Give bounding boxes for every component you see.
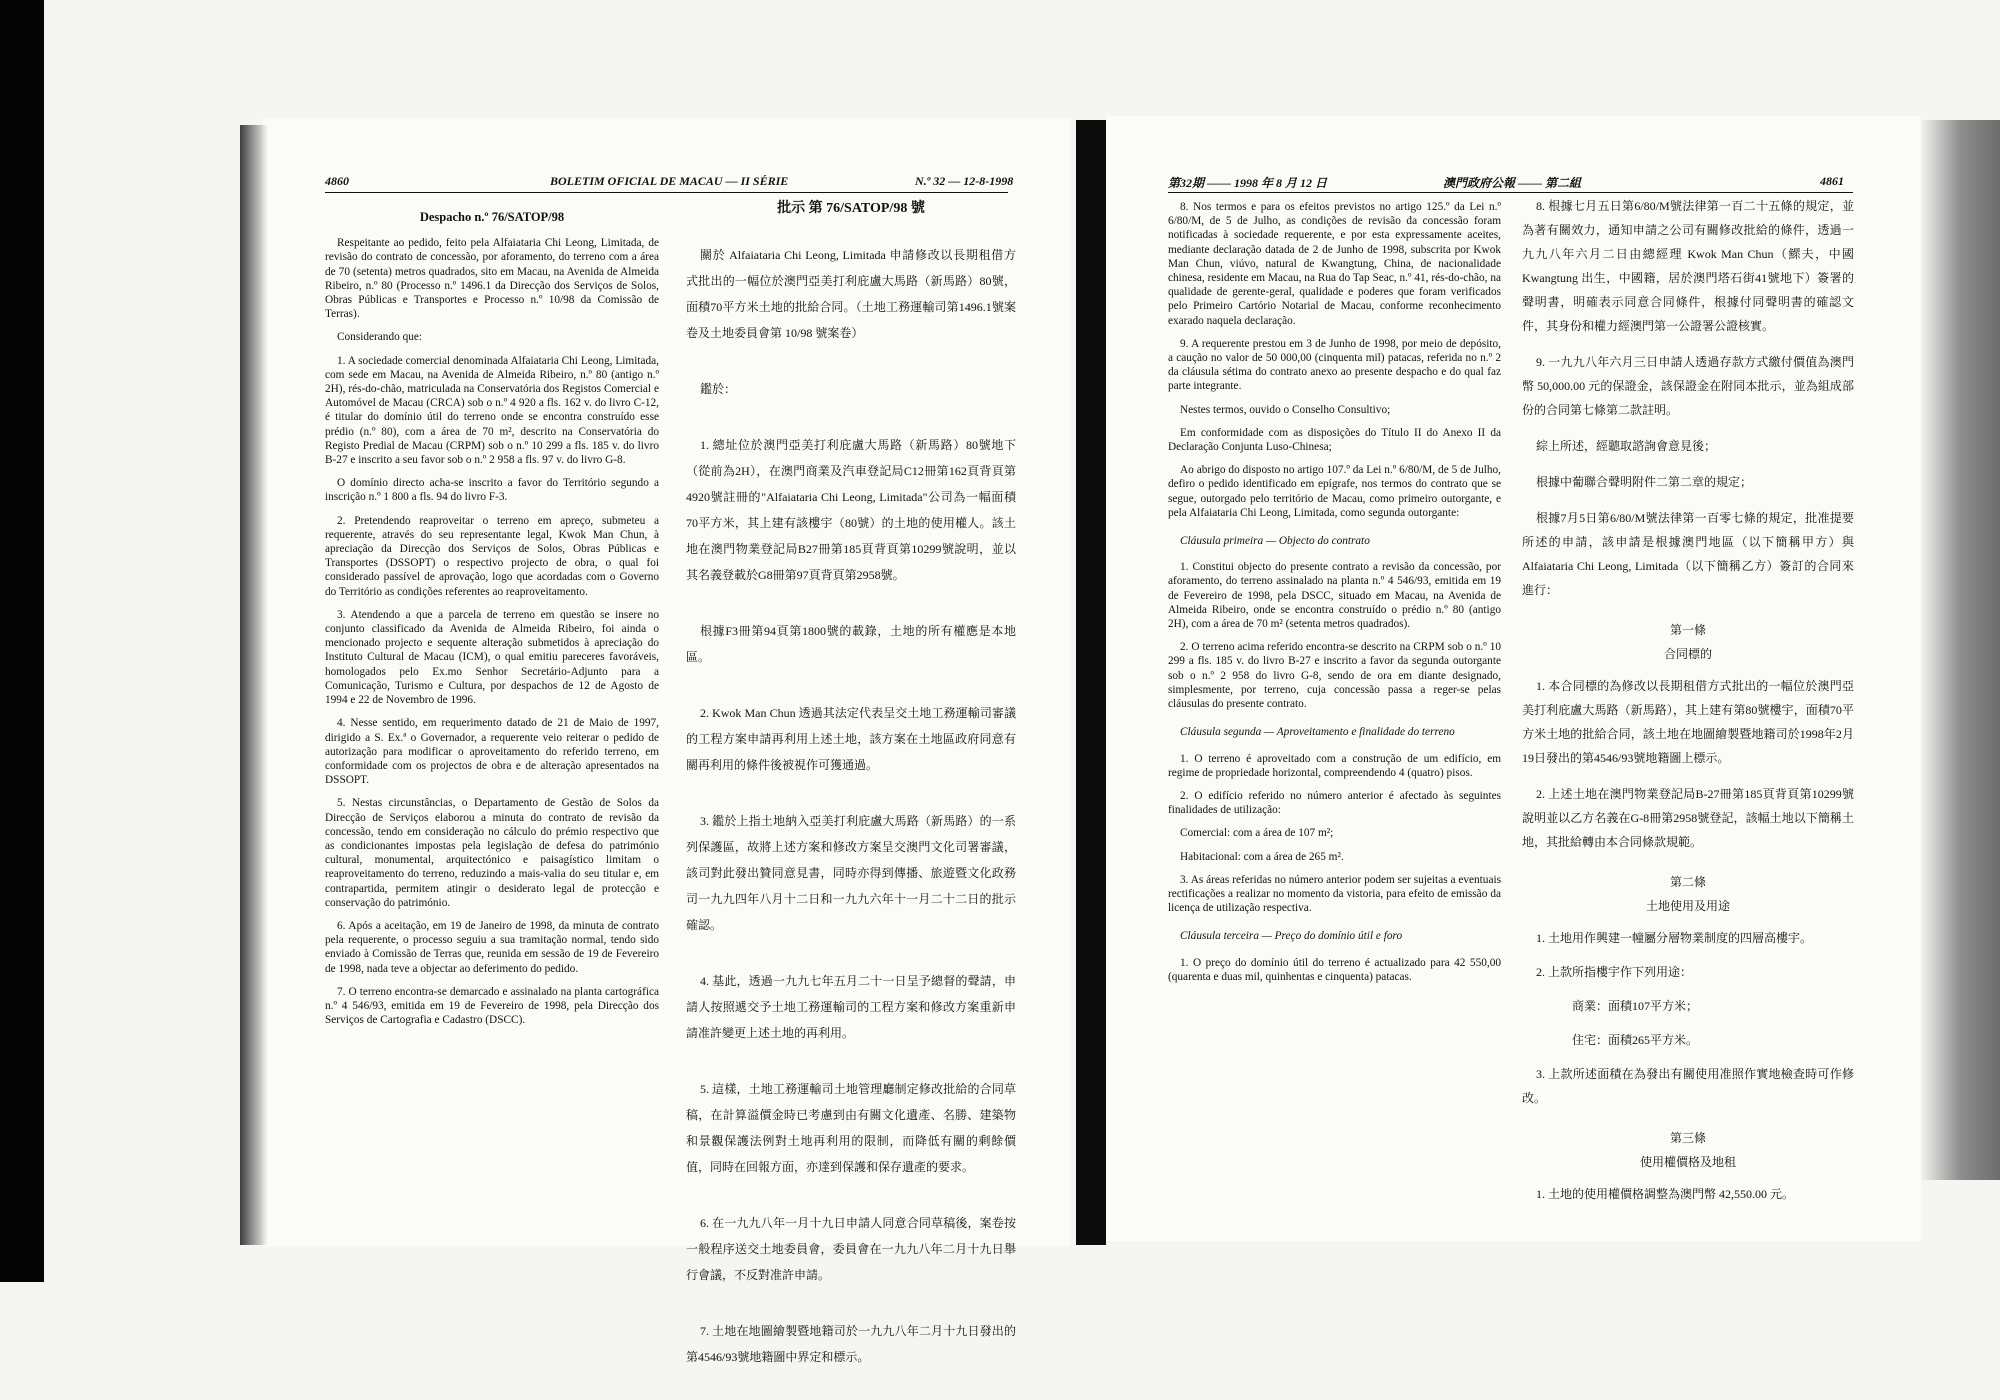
paragraph: Nestes termos, ouvido o Conselho Consultivo; <box>1180 403 1391 416</box>
paragraph: 5. Nestas circunstâncias, o Departamento de Gestão de Solos da Direcção de Serviços elaborou a minuta do contrato de revisão da concessão, tendo em consideração no cálculo do prémio respectivo que as condicionantes impostas pela legislação de defesa do património cultural, monumental, arquitectónico e paisagístico limitam o reaproveitamento do terreno, reduzindo a mais-valia do seu titular e, em contrapartida, permitem atingir o desiderato legal de protecção e conservação do património. <box>325 797 659 909</box>
paragraph: 2. Kwok Man Chun 透過其法定代表呈交土地工務運輸司審議的工程方案申請再利用上述土地，該方案在土地區政府同意有關再利用的條件後被視作可獲通過。 <box>686 706 1016 772</box>
paragraph: Habitacional: com a área de 265 m². <box>1180 850 1344 863</box>
scan-border <box>0 0 44 1282</box>
publication-title: 澳門政府公報 —— 第二組 <box>1443 176 1582 190</box>
paragraph: 8. 根據七月五日第6/80/M號法律第一百二十五條的規定，並為著有關效力，通知申請之公司有關修改批給的條件，透過一九九八年六月二日由總經理 Kwok Man Chun（鰥夫，中國 Kwangtung 出生，中國籍，居於澳門塔石街41號地下）簽署的聲明書，明確表示同意合同條件，根據付同聲明書的確認文件，其身份和權力經澳門第一公證署公證核實。 <box>1522 199 1854 333</box>
paragraph: 根據7月5日第6/80/M號法律第一百零七條的規定，批准提要所述的申請，該申請是根據澳門地區（以下簡稱甲方）與 Alfaiataria Chi Leong, Limitada（以下簡稱乙方）簽訂的合同來進行： <box>1522 511 1854 597</box>
paragraph: 商業：面積107平方米； <box>1572 999 1699 1013</box>
article-heading: 第三條 <box>1669 1131 1706 1145</box>
left-zh-column <box>686 196 1016 1400</box>
paragraph: 1. 本合同標的為修改以長期租借方式批出的一幅位於澳門亞美打利庇盧大馬路（新馬路），其上建有第80號樓宇，面積70平方米土地的批給合同，該土地在地圖繪製暨地籍司於1998年2月19日發出的第4546/93號地籍圖上標示。 <box>1522 679 1854 765</box>
paragraph: 1. 總址位於澳門亞美打利庇盧大馬路（新馬路）80號地下（從前為2H），在澳門商業及汽車登記局C12冊第162頁背頁第4920號註冊的"Alfaiataria Chi Leong, Limitada"公司為一幅面積70平方米，其上建有該樓宇（80號）的土地的使用權人。該土地在澳門物業登記局B27冊第185頁背頁第10299號說明，並以其名義登載於G8冊第97頁背頁第2958號。 <box>686 438 1016 582</box>
paragraph: Respeitante ao pedido, feito pela Alfaiataria Chi Leong, Limitada, de revisão do contrato de concessão, por aforamento, do terreno com a área de 70 (setenta) metros quadrados, sito em Macau, na Avenida de Almeida Ribeiro, n.º 80 (Processo n.º 1496.1 da Direcção dos Serviços de Solos, Obras Públicas e Transportes e Processo n.º 10/98 da Comissão de Terras). <box>325 237 659 321</box>
paragraph: 關於 Alfaiataria Chi Leong, Limitada 申請修改以長期租借方式批出的一幅位於澳門亞美打利庇盧大馬路（新馬路）80號，面積70平方米土地的批給合同。（土地工務運輸司第1496.1號案卷及土地委員會第 10/98 號案卷） <box>686 248 1016 340</box>
paragraph: 3. As áreas referidas no número anterior podem ser sujeitas a eventuais rectificações a realizar no momento da vistoria, para efeito de emissão da licença de utilização respectiva. <box>1168 873 1501 915</box>
paragraph: 1. 土地的使用權價格調整為澳門幣 42,550.00 元。 <box>1536 1187 1795 1201</box>
paragraph: 7. O terreno encontra-se demarcado e assinalado na planta cartográfica n.º 4 546/93, emitida em 19 de Fevereiro de 1998, pela Direcção dos Serviços de Cartografia e Cadastro (DSCC). <box>325 985 659 1027</box>
despacho-title: Despacho n.º 76/SATOP/98 <box>419 210 565 224</box>
paragraph: 3. 上款所述面積在為發出有關使用准照作實地檢查時可作修改。 <box>1522 1067 1854 1105</box>
paragraph: 5. 這樣，土地工務運輸司土地管理廳制定修改批給的合同草稿，在計算溢價金時已考慮到由有關文化遺產、名勝、建築物和景觀保護法例對土地再利用的限制，而降低有關的剩餘價值，同時在回報方面，亦達到保護和保存遺產的要求。 <box>686 1082 1016 1174</box>
book-spine <box>1076 120 1106 1245</box>
paragraph: 住宅：面積265平方米。 <box>1572 1033 1699 1047</box>
paragraph: Em conformidade com as disposições do Título II do Anexo II da Declaração Conjunta Luso-Chinesa; <box>1168 426 1501 454</box>
paragraph: 2. 上述土地在澳門物業登記局B-27冊第185頁背頁第10299號說明並以乙方名義在G-8冊第2958號登記，該幅土地以下簡稱土地，其批給轉由本合同條款規範。 <box>1522 787 1854 849</box>
paragraph: 2. 上款所指樓宇作下列用途： <box>1536 965 1693 979</box>
paragraph: 9. A requerente prestou em 3 de Junho de 1998, por meio de depósito, a caução no valor de 50 000,00 (cinquenta mil) patacas, referida no n.º 2 da cláusula sétima do contrato anexo ao presente despacho e do qual faz parte integrante. <box>1168 337 1501 393</box>
paragraph: 3. Atendendo a que a parcela de terreno em questão se insere no conjunto classificado da Avenida de Almeida Ribeiro, foi ainda o mencionado projecto e sequente alteração submetidos à apreciação do Instituto Cultural de Macau (ICM), o qual emitiu pareceres favoráveis, homologados pelo Ex.mo Senhor Secretário-Adjunto para a Comunicação, Turismo e Cultura, por despachos de 12 de Agosto de 1994 e 22 de Novembro de 1996. <box>325 608 659 707</box>
paragraph: 2. Pretendendo reaproveitar o terreno em apreço, submeteu a requerente, através do seu representante legal, Kwok Man Chun, à apreciação da Direcção dos Serviços de Solos, Obras Públicas e Transportes (DSSOPT) o respectivo projecto de obra, o qual foi considerado passível de aprovação, logo que acordadas com o Governo do Território as condições referentes ao reaproveitamento. <box>325 514 659 598</box>
page-number: 4860 <box>325 174 349 188</box>
page-shadow-right <box>1920 120 2000 1180</box>
publication-title: BOLETIM OFICIAL DE MACAU — II SÉRIE <box>550 174 789 188</box>
article-heading: 第二條 <box>1669 875 1706 889</box>
paragraph: 1. A sociedade comercial denominada Alfaiataria Chi Leong, Limitada, com sede em Macau, na Avenida de Almeida Ribeiro, n.º 80 (antigo n.º 2H), rés-do-chão, matriculada na Conservatória dos Registos Comercial e Automóvel de Macau (CRCA) sob o n.º 4 920 a fls. 162 v. do livro C-12, é titular do domínio útil do terreno onde se encontra construído esse prédio (n.º 80), com a área de 70 m², descrito na Conservatória do Registo Predial de Macau (CRPM) sob o n.º 10 299 a fls. 185 v. do livro B-27 e inscrito a seu favor sob o n.º 2 958 a fls. 97 v. do livro G-8. <box>325 354 659 467</box>
right-pt-column <box>1168 200 1501 993</box>
paragraph: 鑑於： <box>700 382 737 396</box>
right-zh-column <box>1522 194 1854 1236</box>
page-number: 4861 <box>1820 174 1844 188</box>
paragraph: O domínio directo acha-se inscrito a favor do Território segundo a inscrição n.º 1 800 a fls. 94 do livro F-3. <box>325 477 659 504</box>
article-heading: 第一條 <box>1669 623 1706 637</box>
despacho-title-zh: 批示 第 76/SATOP/98 號 <box>777 201 925 216</box>
clause-heading: Cláusula terceira — Preço do domínio útil e foro <box>1180 930 1403 943</box>
paragraph: 3. 鑑於上指土地納入亞美打利庇盧大馬路（新馬路）的一系列保護區，故將上述方案和修改方案呈交澳門文化司署審議，該司對此發出贊同意見書，同時亦得到傳播、旅遊暨文化政務司一九九四年八月十二日和一九九六年十一月二十二日的批示確認。 <box>686 814 1016 932</box>
paragraph: 6. 在一九九八年一月十九日申請人同意合同草稿後，案卷按一般程序送交土地委員會，委員會在一九九八年二月十九日舉行會議，不反對准許申請。 <box>686 1216 1016 1282</box>
left-page-header <box>325 172 1014 193</box>
paragraph: 2. O edifício referido no número anterior é afectado às seguintes finalidades de utilização: <box>1168 789 1501 817</box>
paragraph: Considerando que: <box>337 331 423 344</box>
paragraph: 2. O terreno acima referido encontra-se descrito na CRPM sob o n.º 10 299 a fls. 185 v. do livro B-27 e inscrito a favor da segunda outorgante sob o n.º 2 958 do livro G-8, sendo de ora em diante designado, simplesmente, por terreno, cuja concessão passa a reger-se pelas cláusulas do presente contrato. <box>1168 641 1501 711</box>
right-page-header <box>1168 172 1853 193</box>
paragraph: 1. Constitui objecto do presente contrato a revisão da concessão, por aforamento, do terreno assinalado na planta n.º 4 546/93, emitida em 19 de Fevereiro de 1998, pela DSCC, situado em Macau, na Avenida de Almeida Ribeiro, onde se encontra construído o prédio n.º 80 (antigo 2H), com a área de 70 m² (setenta metros quadrados). <box>1168 561 1501 631</box>
article-subheading: 土地使用及用途 <box>1645 899 1730 913</box>
paragraph: 根據中葡聯合聲明附件二第二章的規定； <box>1536 475 1753 489</box>
paragraph: 7. 土地在地圖繪製暨地籍司於一九九八年二月十九日發出的第4546/93號地籍圖中界定和標示。 <box>686 1324 1016 1364</box>
paragraph: 1. 土地用作興建一幢屬分層物業制度的四層高樓宇。 <box>1536 931 1813 945</box>
issue-number: N.º 32 — 12-8-1998 <box>915 174 1014 188</box>
paragraph: 1. O preço do domínio útil do terreno é actualizado para 42 550,00 (quarenta e duas mil, quinhentas e cinquenta) patacas. <box>1168 956 1501 983</box>
paragraph: Comercial: com a área de 107 m²; <box>1180 827 1334 840</box>
paragraph: Ao abrigo do disposto no artigo 107.º da Lei n.º 6/80/M, de 5 de Julho, defiro o pedido identificado em epígrafe, nos termos do contrato que se segue, outorgado pelo território de Macau, como primeiro outorgante, e pela Alfaiataria Chi Leong, Limitada, como segunda outorgante: <box>1168 464 1501 519</box>
page-shadow-left <box>240 125 268 1245</box>
paragraph: 1. O terreno é aproveitado com a construção de um edifício, em regime de propriedade horizontal, compreendendo 4 (quatro) pisos. <box>1168 752 1501 779</box>
paragraph: 9. 一九九八年六月三日申請人透過存款方式繳付價值為澳門幣 50,000.00 元的保證金，該保證金在附同本批示，並為組成部份的合同第七條第二款註明。 <box>1522 355 1854 417</box>
paragraph: 8. Nos termos e para os efeitos previstos no artigo 125.º da Lei n.º 6/80/M, de 5 de Julho, as condições de revisão da concessão foram notificadas à sociedade requerente, e por esta expressamente aceites, mediante declaração datada de 2 de Junho de 1998, subscrita por Kwok Man Chun, viúvo, natural de Kwangtung, China, de nacionalidade chinesa, residente em Macau, na Rua do Tap Seac, n.º 41, rés-do-chão, na qualidade de gerente-geral, qualidade e poderes que foram verificados pelo Primeiro Cartório Notarial de Macau, conforme reconhecimento exarado naquela declaração. <box>1168 201 1501 327</box>
paragraph: 根據F3冊第94頁第1800號的載錄，土地的所有權應是本地區。 <box>686 624 1016 664</box>
article-subheading: 使用權價格及地租 <box>1639 1155 1736 1169</box>
clause-heading: Cláusula primeira — Objecto do contrato <box>1180 535 1370 548</box>
paragraph: 4. 基此，透過一九九七年五月二十一日呈予總督的聲請，申請人按照遞交予土地工務運輸司的工程方案和修改方案重新申請准許變更上述土地的再利用。 <box>686 974 1016 1040</box>
left-pt-column <box>325 202 659 1036</box>
paragraph: 6. Após a aceitação, em 19 de Janeiro de 1998, da minuta de contrato pela requerente, o processo seguiu a sua tramitação normal, tendo sido enviado à Comissão de Terras que, reunida em sessão de 19 de Fevereiro de 1998, nada teve a objectar ao deferimento do pedido. <box>325 919 659 975</box>
paragraph: 綜上所述，經聽取諮詢會意見後； <box>1536 439 1717 453</box>
paragraph: 4. Nesse sentido, em requerimento datado de 21 de Maio de 1997, dirigido a S. Ex.ª o Governador, a requerente veio reiterar o pedido de autorização para modificar o aproveitamento do referido terreno, em conformidade com os projectos de obra e de alteração apresentados na DSSOPT. <box>325 717 659 787</box>
issue-number: 第32期 —— 1998 年 8 月 12 日 <box>1168 176 1328 190</box>
clause-heading: Cláusula segunda — Aproveitamento e finalidade do terreno <box>1180 726 1455 739</box>
article-subheading: 合同標的 <box>1663 647 1712 661</box>
